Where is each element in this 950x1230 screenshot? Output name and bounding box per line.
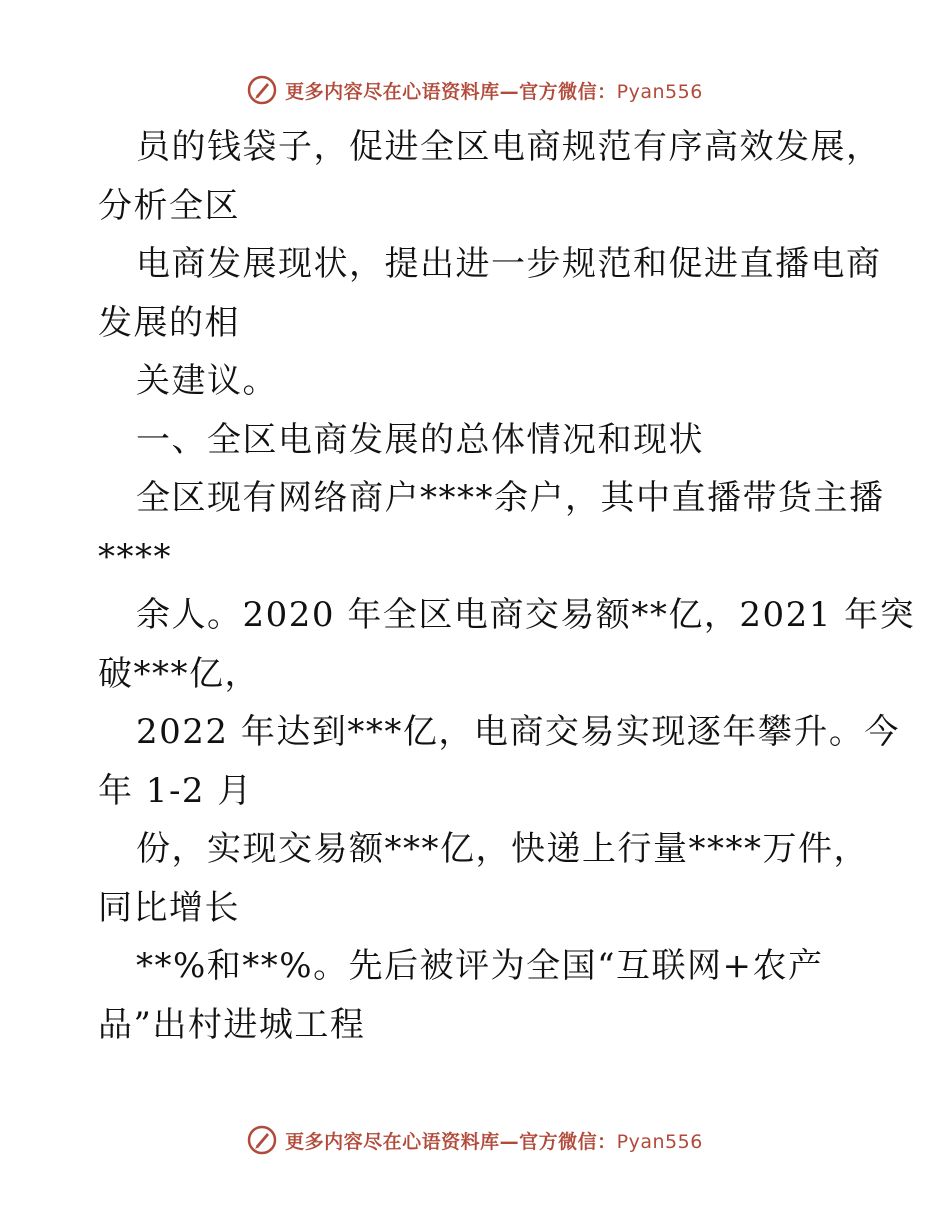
- text-line: 同比增长: [98, 887, 240, 928]
- text-line: 电商发展现状，提出进一步规范和促进直播电商: [136, 244, 882, 284]
- feather-pen-logo-icon: [247, 1125, 277, 1155]
- text-line: **%和**%。先后被评为全国“互联网+农产: [136, 946, 824, 986]
- wechat-id: Pyan556: [616, 1130, 703, 1153]
- text-line: 年 1-2 月: [98, 770, 253, 811]
- wechat-id: Pyan556: [616, 80, 703, 103]
- text-line: 员的钱袋子，促进全区电商规范有序高效发展，: [136, 127, 882, 167]
- document-body: [98, 118, 916, 1054]
- text-line: 全区现有网络商户****余户，其中直播带货主播: [136, 478, 885, 518]
- text-line: 发展的相: [98, 302, 240, 343]
- header-watermark: [0, 70, 950, 110]
- watermark-text: 更多内容尽在心语资料库—官方微信：Pyan556: [285, 1130, 703, 1153]
- text-line: 份，实现交易额***亿，快递上行量****万件，: [136, 829, 869, 869]
- text-line: ****: [98, 536, 172, 577]
- footer-watermark: [0, 1120, 950, 1160]
- text-line: 关建议。: [136, 361, 278, 401]
- text-line: 破***亿，: [98, 653, 260, 694]
- text-line: 一、全区电商发展的总体情况和现状: [136, 419, 704, 460]
- text-line: 品”出村进城工程: [98, 1004, 366, 1045]
- text-line: 余人。2020 年全区电商交易额**亿，2021 年突: [136, 595, 916, 635]
- feather-pen-logo-icon: [247, 75, 277, 105]
- text-line: 分析全区: [98, 185, 240, 226]
- text-line: 2022 年达到***亿，电商交易实现逐年攀升。今: [136, 712, 900, 752]
- watermark-text: 更多内容尽在心语资料库—官方微信：Pyan556: [285, 80, 703, 103]
